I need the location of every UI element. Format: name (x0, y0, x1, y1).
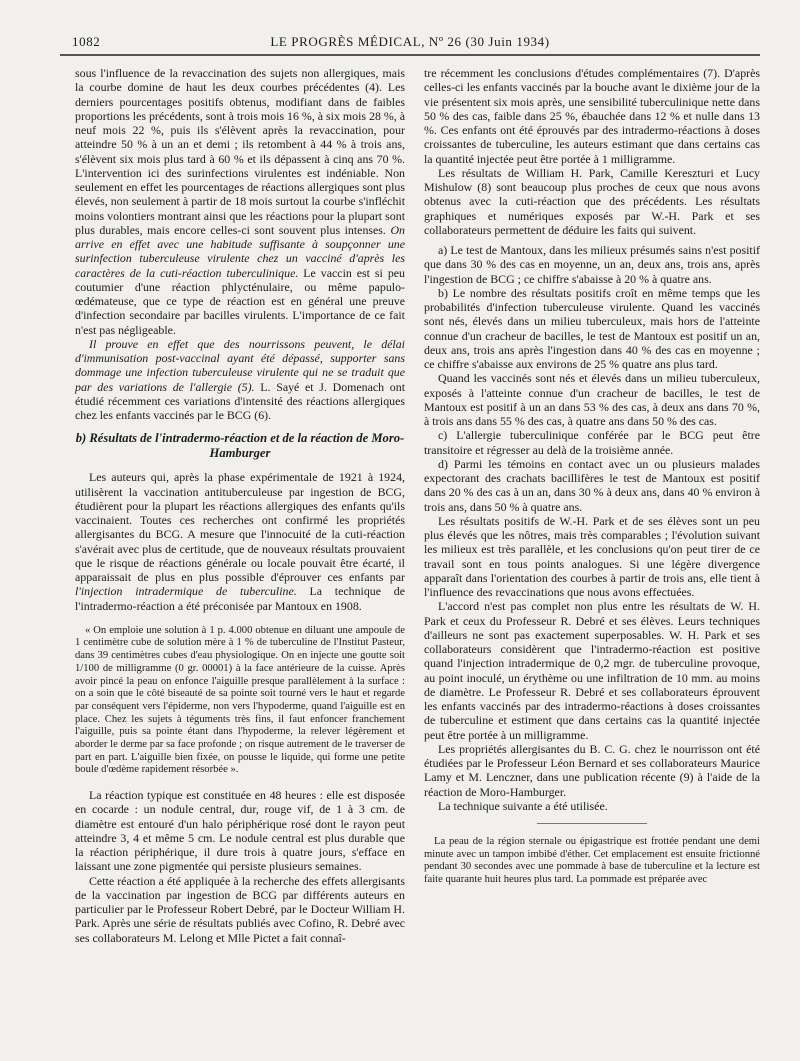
paragraph: Les résultats positifs de W.-H. Park et de ses élèves sont un peu plus élevés que les nôtres, mais très comparables ; l'évolution suivant les milieux est très parallèle, et les conclusions qu'on peut tirer de ce travail sont en tous points analogues. Si une légère divergence apparaît dans l'orientation des courbes à partir de trois ans, elle tient à l'influence des revaccinations que nous avons effectuées. (424, 513, 760, 599)
paragraph: Quand les vaccinés sont nés et élevés dans un milieu tuberculeux, exposés à l'atteinte connue d'un cracheur de bacilles, le test de Mantoux est positif à un an dans 53 % des cas, à deux ans dans 70 %, à trois ans dans 55 % des cas, à quatre ans dans 50 % des cas. (424, 371, 760, 428)
paragraph: La réaction typique est constituée en 48 heures : elle est disposée en cocarde : un nodule central, dur, rouge vif, de 1 à 3 cm. de diamètre est entouré d'un halo périphérique rosé dont le rayon peut atteindre 3, 4 et même 5 cm. Le nodule central est plus durable que la réaction périphérique, il dure trois à quatre jours, s'efface en laissant une zone pigmentée qui persiste plusieurs semaines. (75, 788, 405, 874)
small-print (424, 836, 760, 887)
paragraph: tre récemment les conclusions d'études complémentaires (7). D'après celles-ci les enfants vaccinés par la bouche avant le dixième jour de la vie présentent six mois après, une sensibilité tuberculinique nette dans 50 % des cas, faible dans 25 %, ébauchée dans 12 % et nulle dans 13 %. Ces enfants ont été éprouvés par des intradermo-réactions à doses croissantes de tuberculine, les auteurs estimant que dans certains cas la quantité injectée peut être portée à 1 milligramme. (424, 66, 760, 166)
list-item: c) L'allergie tuberculinique conférée par le BCG peut être transitoire et régresser au delà de la troisième année. (424, 428, 760, 457)
right-column (424, 66, 760, 887)
quote-text: « On emploie une solution à 1 p. 4.000 obtenue en diluant une ampoule de 1 centimètre cube de solution mère à 1 % de tuberculine de l'Institut Pasteur, dans 39 centimètres cubes d'eau physiologique. On en injecte une goutte soit 1/100 de milligramme (0 gr. 00001) à la face antérieure de la cuisse. Après avoir pincé la peau on enfonce l'aiguille presque parallèlement à la surface : on a soin que le côté biseauté de sa pointe soit tourné vers le haut et regarde par conséquent vers l'épiderme, non vers l'hypoderme, quand l'aiguille est en place. Chez les sujets à téguments très fins, il faut enfoncer franchement l'aiguille, puis sa pointe étant dans l'hypoderme, la relever légèrement et aborder le derme par sa face profonde ; on risque autrement de le traverser de part en part. L'aiguille bien fixée, on pousse le liquide, qui forme une petite boule d'œdème rapidement résorbée ». (75, 624, 405, 776)
separator-rule (537, 823, 647, 824)
paragraph: Cette réaction a été appliquée à la recherche des effets allergisants de la vaccination par ingestion de BCG par différents auteurs en particulier par le Professeur Robert Debré, par le Docteur William H. Park. Après une série de résultats publiés avec Cofino, R. Debré avec ses collaborateurs M. Lelong et Mlle Pictet a fait connaî- (75, 873, 405, 945)
page-number: 1082 (72, 34, 101, 49)
paragraph: La technique suivante a été utilisée. (438, 798, 608, 813)
left-column (75, 66, 405, 945)
section-heading: b) Résultats de l'intradermo-réaction et de la réaction de Moro-Hamburger (75, 431, 405, 461)
paragraph: sous l'influence de la revaccination des sujets non allergiques, mais la courbe domine de haut les deux courbes précédentes (4). Les derniers pourcentages positifs obtenus, modifiant dans de faibles proportions les précédents, sont à trois mois 16 %, à six mois 28 %, à neuf mois 22 %, puis ils s'élèvent après la revaccination, pour atteindre 50 % à un an et demi ; ils retombent à 44 % à trois ans, s'élèvent six mois plus tard à 60 % et ils dépassent à cinq ans 70 %. L'intervention ici des surinfections virulentes est indéniable. Non seulement en effet les pourcentages de réactions allergiques sont plus élevés, non seulement à partir de 18 mois surtout la courbe s'infléchit moins volontiers montrant ainsi que les réactions pour la plupart sont plus durables, mais encore celles-ci sont souvent plus intenses. On arrive en effet avec une habitude suffisante à soupçonner une surinfection tuberculeuse virulente chez un vacciné d'après les caractères de la cuti-réaction tuberculinique. Le vaccin est si peu coutumier d'une réaction phlycténulaire, ou même papulo-œdémateuse, que ce type de réaction est en général une preuve d'infection secondaire par bacilles virulents. L'importance de ce fait n'est pas négligeable. (75, 66, 405, 337)
header-rule (60, 54, 760, 56)
journal-title: LE PROGRÈS MÉDICAL, Nº 26 (30 Juin 1934) (270, 34, 550, 49)
paragraph: Les résultats de William H. Park, Camille Kereszturi et Lucy Mishulow (8) sont beaucoup plus proches de ceux que nous avons obtenus avec la cuti-réaction que des précédents. Les résultats graphiques et numériques exposés par W.-H. Park et ses collaborateurs permettent de déduire les faits qui suivent. (424, 165, 760, 237)
page-header (60, 34, 760, 54)
paragraph: L'accord n'est pas complet non plus entre les résultats de W. H. Park et ceux du Professeur R. Debré et ses élèves. Leurs techniques d'ailleurs ne sont pas exactement superposables. W. H. Park et ses collaborateurs considèrent que l'intradermo-réaction est positive quand l'injection intradermique de 0,2 mgr. de tuberculine provoque, au point inoculé, un érythème ou une infiltration de 10 mm. au moins de diamètre. Le Professeur R. Debré et ses collaborateurs éprouvent les enfants vaccinés par des intradermo-réactions à doses croissantes de tuberculine et estiment que dans certains cas la quantité injectée peut être portée à un milligramme. (424, 599, 760, 742)
list-item: b) Le nombre des résultats positifs croît en même temps que les probabilités d'infection tuberculeuse virulente. Quand les vaccinés sont nés, élevés dans un milieu tuberculeux, mais hors de l'atteinte connue d'un cracheur de bacilles, le test de Mantoux est positif un an, deux ans, trois ans après l'ingestion dans 40 % des cas en moyenne ; ce chiffre s'abaisse aux environs de 25 % quatre ans plus tard. (424, 285, 760, 371)
paragraph: Il prouve en effet que des nourrissons peuvent, le délai d'immunisation post-vaccinal ayant été dépassé, supporter sans dommage une infection tuberculeuse virulente qui ne se traduit que par des variations de l'allergie (5). L. Sayé et J. Domenach ont étudié récemment ces variations d'intensité des réactions allergiques chez les enfants vaccinés par le BCG (6). (75, 336, 406, 422)
small-print-text: La peau de la région sternale ou épigastrique est frottée pendant une demi minute avec un tampon imbibé d'éther. Cet emplacement est ensuite frictionné pendant 30 secondes avec une pommade à base de tuberculine et la lecture est faite quarante huit heures plus tard. La pommade est préparée avec (424, 836, 760, 886)
italic-text: On arrive en effet avec une habitude suffisante à soupçonner une surinfection tuberculeuse virulente chez un vacciné d'après les caractères de la cuti-réaction tuberculinique. (75, 222, 405, 280)
list-item: a) Le test de Mantoux, dans les milieux présumés sains n'est positif que dans 30 % des cas en moyenne, un an, deux ans, trois ans, après l'ingestion de BCG ; ce chiffre s'abaisse à 20 % à quatre ans. (424, 243, 760, 286)
block-quote (75, 625, 405, 777)
paragraph: Les auteurs qui, après la phase expérimentale de 1921 à 1924, utilisèrent la vaccination antituberculeuse par ingestion de BCG, étudièrent pour la plupart les réactions allergiques des enfants qu'ils vaccinaient. Toutes ces recherches ont confirmé les propriétés allergisantes du BCG. A mesure que l'innocuité de la cuti-réaction s'avérait avec plus de certitude, que de nouveaux résultats prouvaient que le risque de réactions générale ou locale pouvait être écarté, il apparaissait de plus en plus possible d'éprouver ces enfants par l'injection intradermique de tuberculine. La technique de l'intradermo-réaction a été préconisée par Mantoux en 1908. (75, 470, 406, 613)
list-item: d) Parmi les témoins en contact avec un ou plusieurs malades expectorant des crachats bacillifères le test de Mantoux est positif dans 20 % des cas à un an, dans 30 % à deux ans, dans 40 % environ à trois ans, dans 50 % à quatre ans. (424, 456, 760, 514)
paragraph: Les propriétés allergisantes du B. C. G. chez le nourrisson ont été étudiées par le Professeur Léon Bernard et ses collaborateurs Maurice Lamy et M. Lenczner, dans une publication récente (9) à l'aide de la réaction de Moro-Hamburger. (424, 741, 760, 799)
italic-text: l'injection intradermique de tuberculine. (75, 584, 297, 599)
italic-text: Il prouve en effet que des nourrissons peuvent, le délai d'immunisation post-vaccinal ayant été dépassé, supporter sans dommage une infection tuberculeuse virulente qui ne se traduit que par des variations de l'allergie (5). (75, 336, 405, 394)
